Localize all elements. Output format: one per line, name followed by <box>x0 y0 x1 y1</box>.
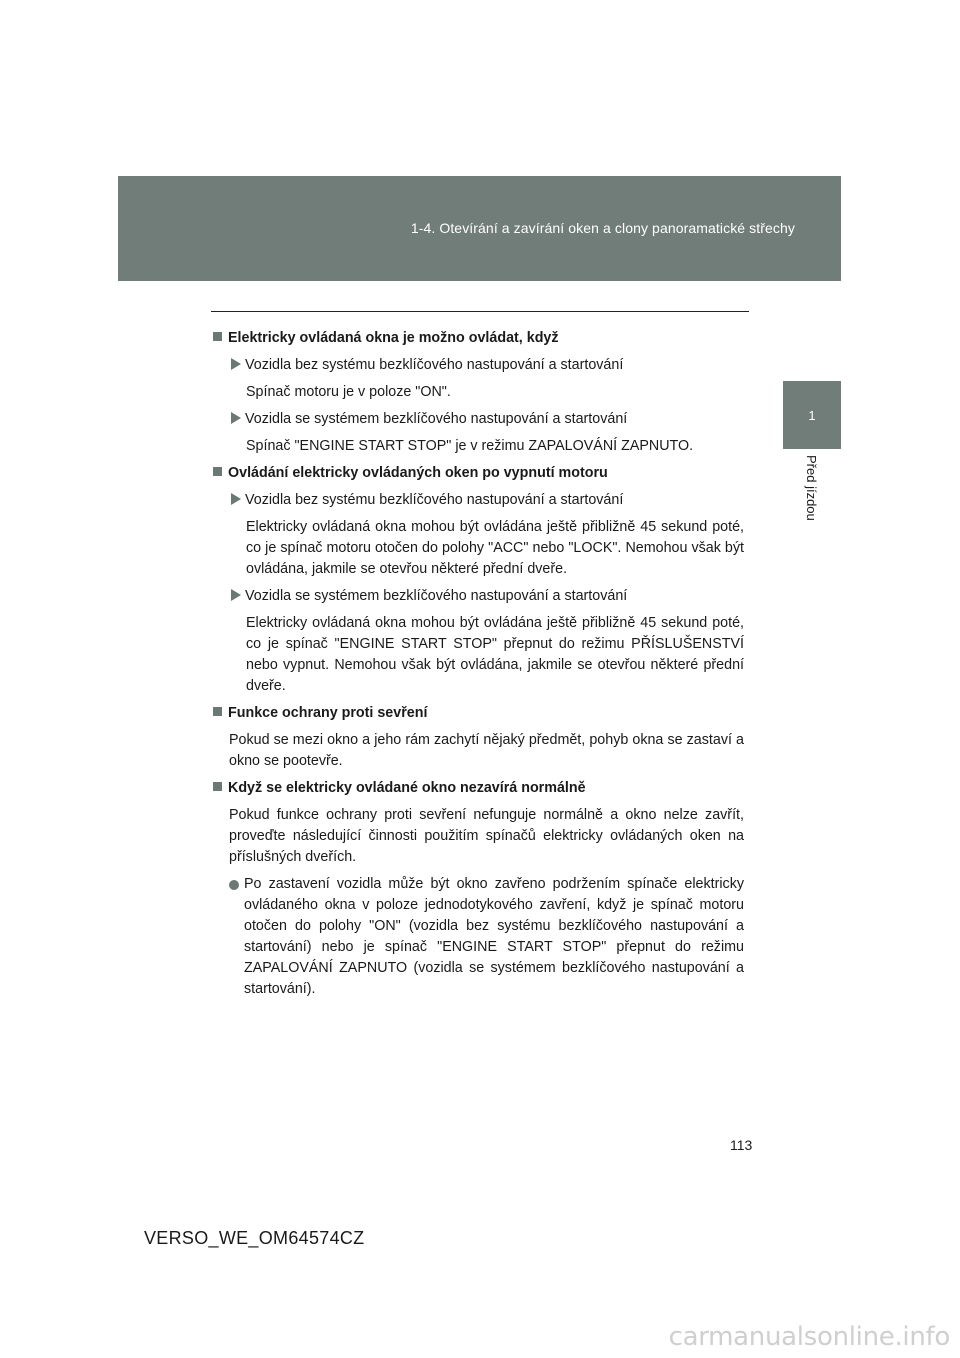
main-content <box>212 328 744 1006</box>
chapter-tab <box>783 381 841 449</box>
square-bullet-icon <box>213 707 222 716</box>
triangle-arrow-icon <box>231 412 241 424</box>
condition-text: Vozidla bez systému bezklíčového nastupování a startování <box>245 357 624 373</box>
section-heading <box>212 463 744 484</box>
paragraph: Spínač "ENGINE START STOP" je v režimu ZAPALOVÁNÍ ZAPNUTO. <box>246 438 694 454</box>
section-heading <box>212 778 744 799</box>
section-heading-text: Funkce ochrany proti sevření <box>228 705 428 721</box>
section-heading <box>212 703 744 724</box>
top-divider <box>211 311 749 312</box>
paragraph: Pokud se mezi okno a jeho rám zachytí nějaký předmět, pohyb okna se zastaví a okno se pootevře. <box>229 732 744 769</box>
page-number: 113 <box>730 1137 753 1153</box>
paragraph: Elektricky ovládaná okna mohou být ovládána ještě přibližně 45 sekund poté, co je spínač "ENGINE START STOP" přepnut do režimu PŘÍSLUŠENSTVÍ nebo vypnut. Nemohou však být ovládána, jakmile se otevřou některé přední dveře. <box>246 615 744 694</box>
square-bullet-icon <box>213 467 222 476</box>
paragraph: Elektricky ovládaná okna mohou být ovládána ještě přibližně 45 sekund poté, co je spínač motoru otočen do polohy "ACC" nebo "LOCK". Nemohou však být ovládána, jakmile se otevřou některé přední dveře. <box>246 519 744 577</box>
triangle-arrow-icon <box>231 358 241 370</box>
circle-bullet-icon <box>229 880 239 890</box>
paragraph: Spínač motoru je v poloze "ON". <box>246 384 451 400</box>
triangle-arrow-icon <box>231 589 241 601</box>
section-heading-text: Ovládání elektricky ovládaných oken po vypnutí motoru <box>228 465 608 481</box>
square-bullet-icon <box>213 332 222 341</box>
condition-text: Vozidla se systémem bezklíčového nastupování a startování <box>245 411 628 427</box>
chapter-label-container <box>783 455 841 555</box>
triangle-arrow-icon <box>231 493 241 505</box>
bullet-item <box>229 874 744 1000</box>
bullet-text: Po zastavení vozidla může být okno zavřeno podržením spínače elektricky ovládaného okna v poloze jednodotykového zavření, když je spínač motoru otočen do polohy "ON" (vozidla bez systému bezklíčového nastupování a startování) nebo je spínač "ENGINE START STOP" přepnut do režimu ZAPALOVÁNÍ ZAPNUTO (vozidla se systémem bezklíčového nastupování a startování). <box>244 876 744 997</box>
paragraph: Pokud funkce ochrany proti sevření nefunguje normálně a okno nelze zavřít, proveďte následující činnosti použitím spínačů elektricky ovládaných oken na příslušných dveřích. <box>229 807 744 865</box>
condition-item <box>231 409 744 430</box>
document-code: VERSO_WE_OM64574CZ <box>144 1228 365 1248</box>
condition-item <box>231 586 744 607</box>
section-heading <box>212 328 744 349</box>
header-bar <box>118 176 841 281</box>
condition-item <box>231 355 744 376</box>
chapter-number: 1 <box>808 407 816 423</box>
section-heading-text: Elektricky ovládaná okna je možno ovládat, když <box>228 330 559 346</box>
watermark: carmanualsonline.info <box>668 1322 950 1352</box>
section-heading-text: Když se elektricky ovládané okno nezavírá normálně <box>228 780 586 796</box>
section-title: 1-4. Otevírání a zavírání oken a clony panoramatické střechy <box>410 220 795 236</box>
chapter-label: Před jízdou <box>804 455 819 521</box>
square-bullet-icon <box>213 782 222 791</box>
condition-text: Vozidla bez systému bezklíčového nastupování a startování <box>245 492 624 508</box>
condition-item <box>231 490 744 511</box>
condition-text: Vozidla se systémem bezklíčového nastupování a startování <box>245 588 628 604</box>
